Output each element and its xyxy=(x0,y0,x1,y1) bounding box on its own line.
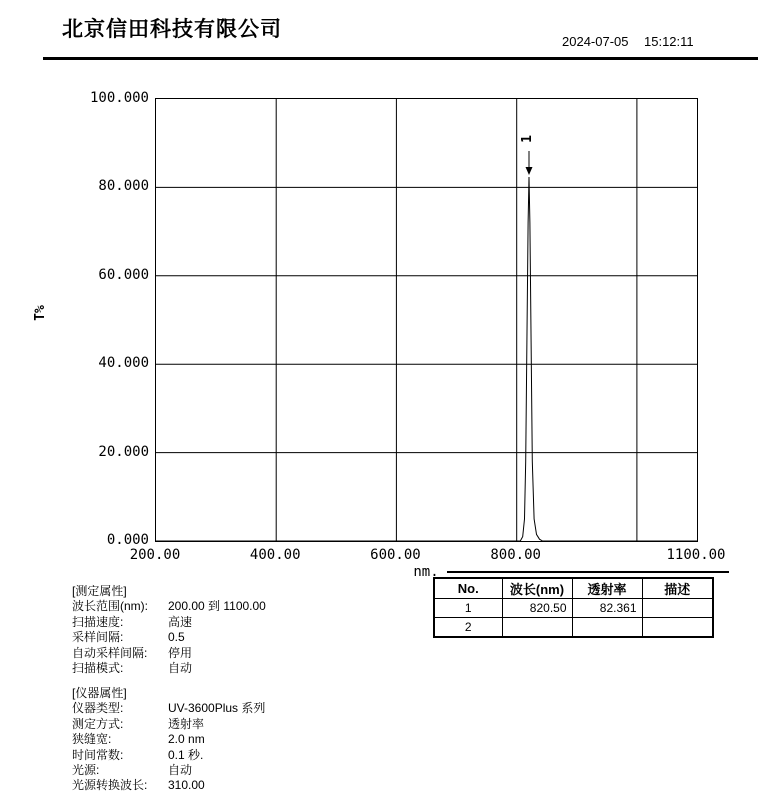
property-label: 光源转换波长: xyxy=(72,778,148,793)
table-header-row xyxy=(434,578,713,599)
y-tick-label: 100.000 xyxy=(89,90,149,106)
company-title: 北京信田科技有限公司 xyxy=(62,18,282,41)
col-header-wavelength: 波长(nm) xyxy=(502,578,572,599)
col-header-no: No. xyxy=(434,578,502,599)
y-tick-label: 20.000 xyxy=(98,443,149,460)
report-date: 2024-07-05 xyxy=(562,34,629,49)
table-top-rule xyxy=(447,571,729,573)
instrument-properties xyxy=(72,686,265,794)
property-value: UV-3600Plus 系列 xyxy=(168,701,266,716)
x-tick-label: 800.00 xyxy=(490,547,541,563)
cell-wavelength: 820.50 xyxy=(502,599,572,618)
property-label: 采样间隔: xyxy=(72,630,124,645)
property-value: 自动 xyxy=(168,661,193,676)
col-header-description: 描述 xyxy=(642,578,713,599)
property-label: 时间常数: xyxy=(72,747,124,762)
y-tick-label: 80.000 xyxy=(98,178,149,195)
cell-no: 2 xyxy=(434,618,502,638)
y-tick-label: 0.000 xyxy=(106,532,149,548)
cell-wavelength xyxy=(502,618,572,638)
x-tick-label: 200.00 xyxy=(129,547,181,563)
table-row xyxy=(434,618,713,638)
x-tick-label: 600.00 xyxy=(370,547,421,563)
property-label: 波长范围(nm): xyxy=(72,599,148,614)
property-value: 透射率 xyxy=(168,716,205,731)
y-tick-label: 40.000 xyxy=(98,355,149,372)
y-tick-label: 60.000 xyxy=(98,266,149,283)
property-value: 200.00 到 1100.00 xyxy=(168,599,266,614)
property-row xyxy=(72,748,265,763)
header-divider xyxy=(43,57,758,60)
section-title: [测定属性] xyxy=(72,584,127,598)
plot-area xyxy=(155,98,698,542)
cell-transmittance: 82.361 xyxy=(572,599,642,618)
property-label: 自动采样间隔: xyxy=(72,645,148,660)
property-label: 狭缝宽: xyxy=(72,732,112,747)
table-row xyxy=(434,599,713,618)
property-row xyxy=(72,778,265,793)
property-label: 光源: xyxy=(72,763,100,778)
property-row xyxy=(72,661,266,676)
property-row xyxy=(72,701,265,716)
property-value: 310.00 xyxy=(168,778,205,793)
property-label: 仪器类型: xyxy=(72,701,124,716)
property-row xyxy=(72,763,265,778)
property-value: 2.0 nm xyxy=(168,732,205,747)
x-axis-title: nm. xyxy=(413,564,439,580)
x-tick-label: 400.00 xyxy=(249,547,301,563)
spectrum-plot xyxy=(156,99,697,541)
property-label: 扫描模式: xyxy=(72,661,124,676)
cell-transmittance xyxy=(572,618,642,638)
measurement-properties xyxy=(72,584,266,676)
cell-no: 1 xyxy=(434,599,502,618)
property-row xyxy=(72,646,266,661)
property-value: 停用 xyxy=(168,645,193,660)
y-axis-title: T% xyxy=(33,305,48,321)
property-value: 0.1 秒. xyxy=(168,747,204,762)
report-time: 15:12:11 xyxy=(644,34,694,49)
x-tick-label: 1100.00 xyxy=(666,547,726,563)
peak-marker-label: 1 xyxy=(519,135,535,143)
property-label: 测定方式: xyxy=(72,716,124,731)
cell-description xyxy=(642,618,713,638)
property-row xyxy=(72,599,266,614)
property-label: 扫描速度: xyxy=(72,614,124,629)
property-row xyxy=(72,717,265,732)
property-value: 自动 xyxy=(168,763,193,778)
property-row xyxy=(72,732,265,747)
peak-results-table xyxy=(433,577,714,638)
cell-description xyxy=(642,599,713,618)
property-value: 0.5 xyxy=(168,630,185,645)
section-title: [仪器属性] xyxy=(72,686,127,700)
col-header-transmittance: 透射率 xyxy=(572,578,642,599)
property-row xyxy=(72,630,266,645)
property-row xyxy=(72,615,266,630)
property-value: 高速 xyxy=(168,614,193,629)
